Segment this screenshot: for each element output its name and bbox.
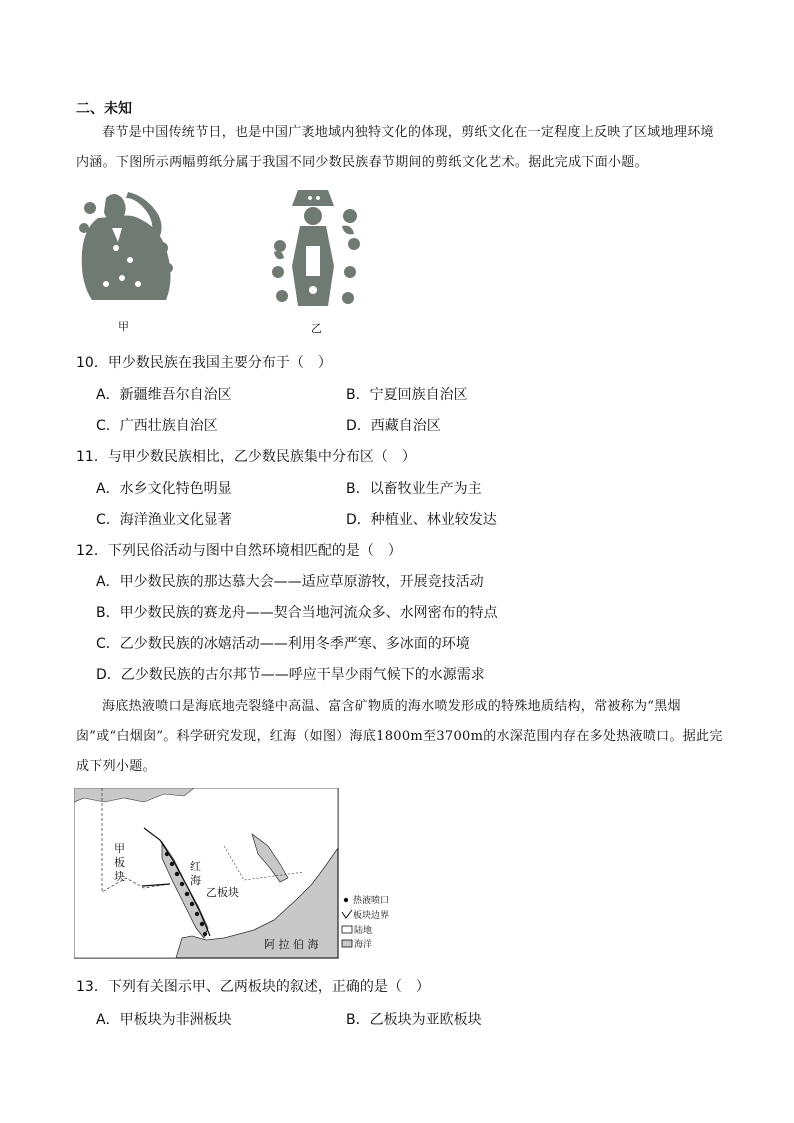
map-label-plate-jia-2: 板	[114, 856, 125, 869]
figure-label-yi: 乙	[311, 322, 322, 335]
question-12-option-a[interactable]: A．甲少数民族的那达慕大会——适应草原游牧，开展竞技活动	[96, 574, 484, 590]
figure-label-jia: 甲	[118, 320, 129, 333]
intro-paragraph-2: 海底热液喷口是海底地壳裂缝中高温、富含矿物质的海水喷发形成的特殊地质结构，常被称为“黑烟囱”或“白烟囱”。科学研究发现，红海（如图）海底1800m至3700m的水深范围内存在多处热液喷口。据此完成下列小题。	[76, 699, 723, 774]
question-10-option-a[interactable]: A．新疆维吾尔自治区	[96, 387, 232, 403]
legend-vent-label: 热液喷口	[353, 896, 390, 906]
intro-paragraph-1: 春节是中国传统节日，也是中国广袤地域内独特文化的体现，剪纸文化在一定程度上反映了区域地理环境内涵。下图所示两幅剪纸分属于我国不同少数民族春节期间的剪纸文化艺术。据此完成下面小题。	[76, 125, 714, 170]
question-10-stem: 10．甲少数民族在我国主要分布于（ ）	[76, 355, 332, 371]
question-11-option-d[interactable]: D．种植业、林业较发达	[346, 512, 497, 528]
red-sea-map	[74, 788, 404, 960]
legend-boundary-label: 板块边界	[353, 911, 390, 921]
question-13-stem: 13．下列有关图示甲、乙两板块的叙述，正确的是（ ）	[76, 979, 430, 995]
paper-cut-yi-image	[270, 186, 362, 312]
legend-ocean-symbol	[342, 940, 352, 947]
question-13-option-b[interactable]: B．乙板块为亚欧板块	[346, 1012, 482, 1028]
question-12-option-c[interactable]: C．乙少数民族的冰嬉活动——利用冬季严寒、多冰面的环境	[96, 636, 470, 652]
map-label-arabian-sea: 阿 拉 伯 海	[264, 938, 319, 951]
question-12-option-d[interactable]: D．乙少数民族的古尔邦节——呼应干旱少雨气候下的水源需求	[96, 667, 485, 683]
question-11-stem: 11．与甲少数民族相比，乙少数民族集中分布区（ ）	[76, 449, 416, 465]
map-label-plate-jia-3: 块	[114, 870, 125, 883]
legend-land-symbol	[342, 926, 352, 933]
question-11-option-b[interactable]: B．以畜牧业生产为主	[346, 481, 482, 497]
question-11-option-a[interactable]: A．水乡文化特色明显	[96, 481, 232, 497]
question-12-stem: 12．下列民俗活动与图中自然环境相匹配的是（ ）	[76, 543, 402, 559]
map-label-red-sea-2: 海	[190, 874, 201, 887]
section-title: 二、未知	[76, 101, 132, 117]
question-12-option-b[interactable]: B．甲少数民族的赛龙舟——契合当地河流众多、水网密布的特点	[96, 605, 498, 621]
question-10-option-b[interactable]: B．宁夏回族自治区	[346, 387, 468, 403]
map-label-plate-yi: 乙板块	[206, 886, 239, 899]
question-13-option-a[interactable]: A．甲板块为非洲板块	[96, 1012, 232, 1028]
legend-vent-symbol	[344, 898, 348, 902]
paper-cut-jia-image	[76, 188, 176, 310]
question-10-option-c[interactable]: C．广西壮族自治区	[96, 418, 218, 434]
question-11-option-c[interactable]: C．海洋渔业文化显著	[96, 512, 232, 528]
legend-boundary-symbol	[342, 910, 352, 918]
legend-ocean-label: 海洋	[354, 940, 373, 950]
map-label-plate-jia-1: 甲	[114, 842, 125, 855]
legend-land-label: 陆地	[354, 926, 373, 936]
question-10-option-d[interactable]: D．西藏自治区	[346, 418, 441, 434]
map-label-red-sea-1: 红	[190, 860, 201, 873]
